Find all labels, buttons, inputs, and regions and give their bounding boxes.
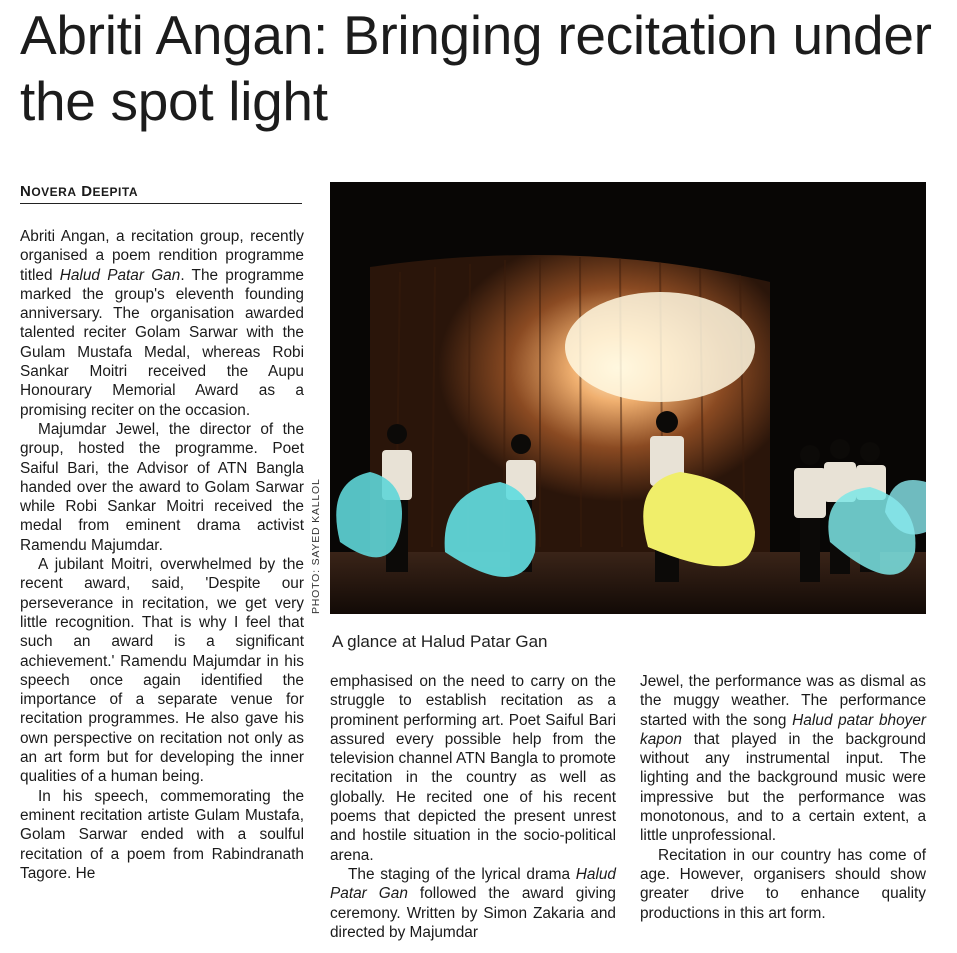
paragraph [20,227,304,420]
byline-first-initial: N [20,183,32,200]
paragraph [640,672,926,846]
headline: Abriti Angan: Bringing recitation under the spot light [20,4,932,132]
programme-title: Halud Patar Gan [59,266,181,284]
byline-first-rest: OVERA [31,185,77,199]
byline [20,183,302,204]
paragraph [330,865,616,942]
byline-last-initial: D [81,183,93,200]
paragraph: In his speech, commemorating the eminent recitation artiste Gulam Mustafa, Golam Sarwar ended with a soulful recitation of a poem from Rabindranath Tagore. He [20,787,304,882]
stage-photo-illustration [330,182,926,614]
article-column-2 [330,672,616,942]
photo-credit: PHOTO: SAYED KALLOL [310,478,322,614]
text-run: followed the award giving ceremony. Written by Simon Zakaria and directed by Majumdar [330,885,616,941]
text-run: Abriti Angan, a recitation group, recently organised a poem rendition programme titled [20,228,304,284]
paragraph: Recitation in our country has come of age. However, organisers should show greater drive to enhance quality productions in this art form. [640,846,926,922]
paragraph: Majumdar Jewel, the director of the group, hosted the programme. Poet Saiful Bari, the Advisor of ATN Bangla handed over the award to Golam Sarwar while Robi Sankar Moitri received the medal from eminent drama activist Ramendu Majumdar. [20,420,304,554]
text-run: . The programme marked the group's eleventh founding anniversary. The organisation awarded talented reciter Golam Sarwar with the Gulam Mustafa Medal, whereas Robi Sankar Moitri received the Aupu Honourary Memorial Award as a promising reciter on the occasion. [20,266,304,419]
paragraph: A jubilant Moitri, overwhelmed by the recent award, said, 'Despite our perseverance in recitation, we get very little recognition. That is why I feel that such an award is a significant achievement.' Ramendu Majumdar in his speech once again identified the importance of a separate venue for recitation programmes. He also gave his own perspective on recitation not only as an art form but for developing the inner qualities of a human being. [20,556,304,786]
text-run: The staging of the lyrical drama [348,865,576,883]
byline-last-rest: EEPITA [92,185,138,199]
drama-title: Halud Patar Gan [330,865,616,903]
song-title: Halud patar bhoyer kapon [640,711,927,748]
article-column-1 [20,227,304,883]
stage-photo [330,182,926,614]
text-run: that played in the background without any instrumental input. The lighting and the background music were impressive but the performance was monotonous, and to a certain extent, a little unprofessional. [640,730,926,845]
photo-caption: A glance at Halud Patar Gan [332,632,548,651]
article-column-3 [640,672,926,923]
paragraph: emphasised on the need to carry on the struggle to establish recitation as a prominent performing art. Poet Saiful Bari assured every possible help from the television channel ATN Bangla to promote recitation in the country as well as globally. He recited one of his recent poems that depicted the present unrest and hostile situation in the socio-political arena. [330,673,616,864]
text-run: Jewel, the performance was as dismal as the muggy weather. The performance started with the song [640,673,926,729]
